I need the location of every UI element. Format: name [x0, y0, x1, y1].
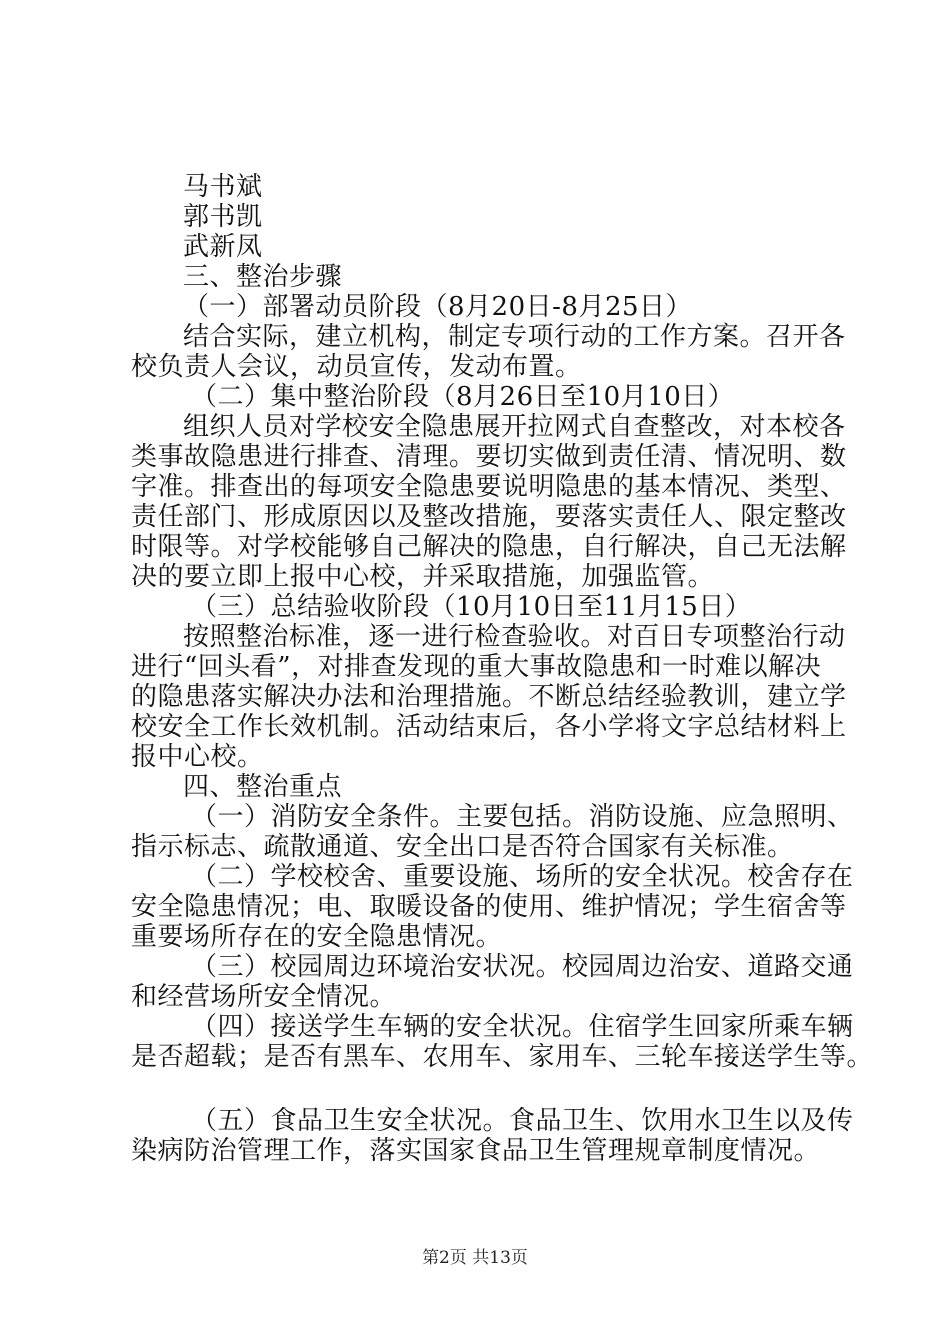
list-item: 武新凤 [183, 232, 263, 262]
subsection-heading: （一）部署动员阶段（8月20日-8月25日） [183, 292, 693, 322]
paragraph-line: 安全隐患情况；电、取暖设备的使用、维护情况；学生宿舍等 [131, 892, 847, 922]
list-item: 马书斌 [183, 172, 263, 202]
section-heading: 四、整治重点 [183, 772, 343, 802]
paragraph-line: （一）消防安全条件。主要包括。消防设施、应急照明、 [191, 802, 854, 832]
paragraph-line: 责任部门、形成原因以及整改措施，要落实责任人、限定整改 [131, 502, 847, 532]
paragraph-line: 是否超载；是否有黑车、农用车、家用车、三轮车接送学生等。 [131, 1042, 874, 1072]
paragraph-line: 按照整治标准，逐一进行检查验收。对百日专项整治行动 [183, 622, 846, 652]
paragraph-line: 类事故隐患进行排查、清理。要切实做到责任清、情况明、数 [131, 442, 847, 472]
paragraph-line: 的隐患落实解决办法和治理措施。不断总结经验教训，建立学 [131, 682, 847, 712]
subsection-heading: （二）集中整治阶段（8月26日至10月10日） [191, 382, 735, 412]
paragraph-line: （五）食品卫生安全状况。食品卫生、饮用水卫生以及传 [191, 1106, 854, 1136]
paragraph-line: 校安全工作长效机制。活动结束后，各小学将文字总结材料上 [131, 712, 847, 742]
list-item: 郭书凯 [183, 202, 263, 232]
paragraph-line: 报中心校。 [131, 742, 264, 772]
paragraph-line: 组织人员对学校安全隐患展开拉网式自查整改，对本校各 [183, 412, 846, 442]
document-body [131, 172, 874, 1166]
subsection-heading: （三）总结验收阶段（10月10日至11月15日） [191, 592, 752, 622]
paragraph-line: （二）学校校舍、重要设施、场所的安全状况。校舍存在 [191, 862, 854, 892]
page-footer: 第2页 共13页 [422, 1248, 528, 1268]
paragraph-line: 校负责人会议，动员宣传，发动布置。 [131, 352, 582, 382]
paragraph-line: 指示标志、疏散通道、安全出口是否符合国家有关标准。 [131, 832, 794, 862]
paragraph-gap [131, 1072, 851, 1106]
paragraph-line: 进行“回头看”，对排查发现的重大事故隐患和一时难以解决 [131, 652, 822, 682]
paragraph-line: 字准。排查出的每项安全隐患要说明隐患的基本情况、类型、 [131, 472, 847, 502]
paragraph-line: 时限等。对学校能够自己解决的隐患，自行解决，自己无法解 [131, 532, 847, 562]
paragraph-line: 染病防治管理工作，落实国家食品卫生管理规章制度情况。 [131, 1136, 821, 1166]
paragraph-line: （四）接送学生车辆的安全状况。住宿学生回家所乘车辆 [191, 1012, 854, 1042]
paragraph-line: 决的要立即上报中心校，并采取措施，加强监管。 [131, 562, 715, 592]
section-heading: 三、整治步骤 [183, 262, 343, 292]
paragraph-line: （三）校园周边环境治安状况。校园周边治安、道路交通 [191, 952, 854, 982]
paragraph-line: 和经营场所安全情况。 [131, 982, 397, 1012]
paragraph-line: 结合实际，建立机构，制定专项行动的工作方案。召开各 [183, 322, 846, 352]
paragraph-line: 重要场所存在的安全隐患情况。 [131, 922, 503, 952]
